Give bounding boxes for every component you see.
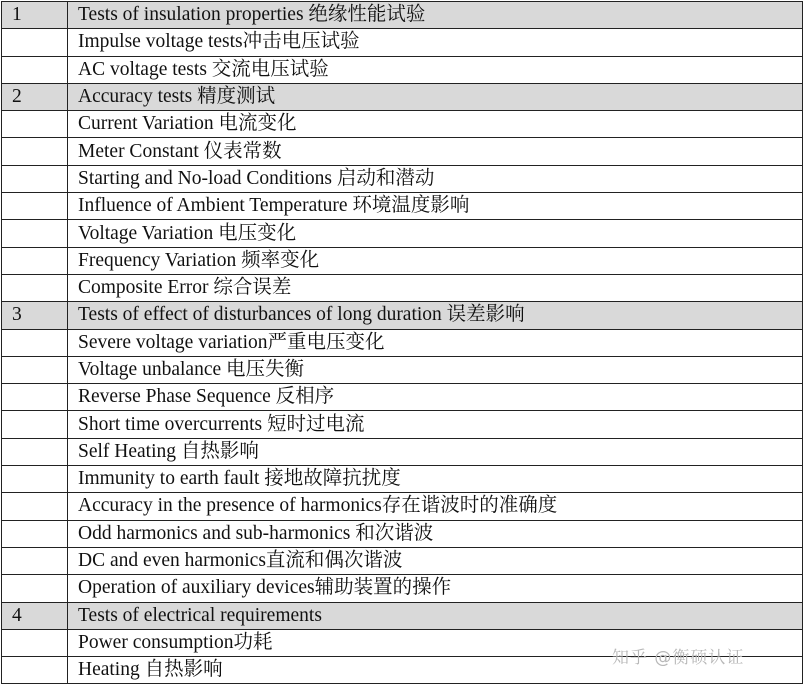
test-item-row [2,520,803,547]
test-item-row [2,411,803,438]
empty-number-cell [2,575,68,602]
empty-number-cell [2,193,68,220]
group-header-row [2,2,803,29]
test-item-label: Voltage Variation 电压变化 [68,220,803,247]
test-item-label: Impulse voltage tests冲击电压试验 [68,29,803,56]
empty-number-cell [2,657,68,684]
test-item-label: Self Heating 自热影响 [68,438,803,465]
test-item-label: Operation of auxiliary devices辅助装置的操作 [68,575,803,602]
empty-number-cell [2,438,68,465]
test-item-label: Meter Constant 仪表常数 [68,138,803,165]
test-item-row [2,274,803,301]
empty-number-cell [2,165,68,192]
empty-number-cell [2,466,68,493]
test-item-row [2,247,803,274]
test-item-label: Short time overcurrents 短时过电流 [68,411,803,438]
empty-number-cell [2,356,68,383]
group-title: Tests of insulation properties 绝缘性能试验 [68,2,803,29]
empty-number-cell [2,138,68,165]
group-number: 1 [2,2,68,29]
test-item-row [2,220,803,247]
empty-number-cell [2,411,68,438]
watermark: 知乎 @衡硕认证 [612,648,745,668]
group-title: Tests of effect of disturbances of long duration 误差影响 [68,302,803,329]
test-item-label: Composite Error 综合误差 [68,274,803,301]
test-item-row [2,193,803,220]
group-header-row [2,602,803,629]
test-item-label: Frequency Variation 频率变化 [68,247,803,274]
test-item-row [2,356,803,383]
test-item-label: Voltage unbalance 电压失衡 [68,356,803,383]
empty-number-cell [2,274,68,301]
group-number: 4 [2,602,68,629]
empty-number-cell [2,29,68,56]
test-item-row [2,438,803,465]
test-item-label: Reverse Phase Sequence 反相序 [68,384,803,411]
test-item-row [2,493,803,520]
test-item-label: Starting and No-load Conditions 启动和潜动 [68,165,803,192]
test-item-label: Accuracy in the presence of harmonics存在谐波时的准确度 [68,493,803,520]
test-list-table [1,1,803,684]
group-number: 3 [2,302,68,329]
empty-number-cell [2,56,68,83]
test-item-label: DC and even harmonics直流和偶次谐波 [68,547,803,574]
test-item-label: Influence of Ambient Temperature 环境温度影响 [68,193,803,220]
test-item-label: Power consumption功耗 [68,629,803,656]
test-item-row [2,575,803,602]
test-item-row [2,547,803,574]
group-header-row [2,83,803,110]
group-title: Tests of electrical requirements [68,602,803,629]
test-item-row [2,138,803,165]
test-item-label: Heating 自热影响 [68,657,803,684]
empty-number-cell [2,329,68,356]
test-item-label: Current Variation 电流变化 [68,111,803,138]
test-item-row [2,165,803,192]
test-item-row [2,56,803,83]
test-item-row [2,466,803,493]
test-item-row [2,384,803,411]
empty-number-cell [2,520,68,547]
empty-number-cell [2,493,68,520]
empty-number-cell [2,547,68,574]
empty-number-cell [2,247,68,274]
test-item-row [2,111,803,138]
test-item-label: AC voltage tests 交流电压试验 [68,56,803,83]
test-item-row [2,329,803,356]
empty-number-cell [2,384,68,411]
empty-number-cell [2,629,68,656]
empty-number-cell [2,111,68,138]
empty-number-cell [2,220,68,247]
test-item-label: Odd harmonics and sub-harmonics 和次谐波 [68,520,803,547]
test-item-label: Severe voltage variation严重电压变化 [68,329,803,356]
test-item-row [2,29,803,56]
group-title: Accuracy tests 精度测试 [68,83,803,110]
group-header-row [2,302,803,329]
test-item-label: Immunity to earth fault 接地故障抗扰度 [68,466,803,493]
group-number: 2 [2,83,68,110]
test-list-body [2,2,803,684]
